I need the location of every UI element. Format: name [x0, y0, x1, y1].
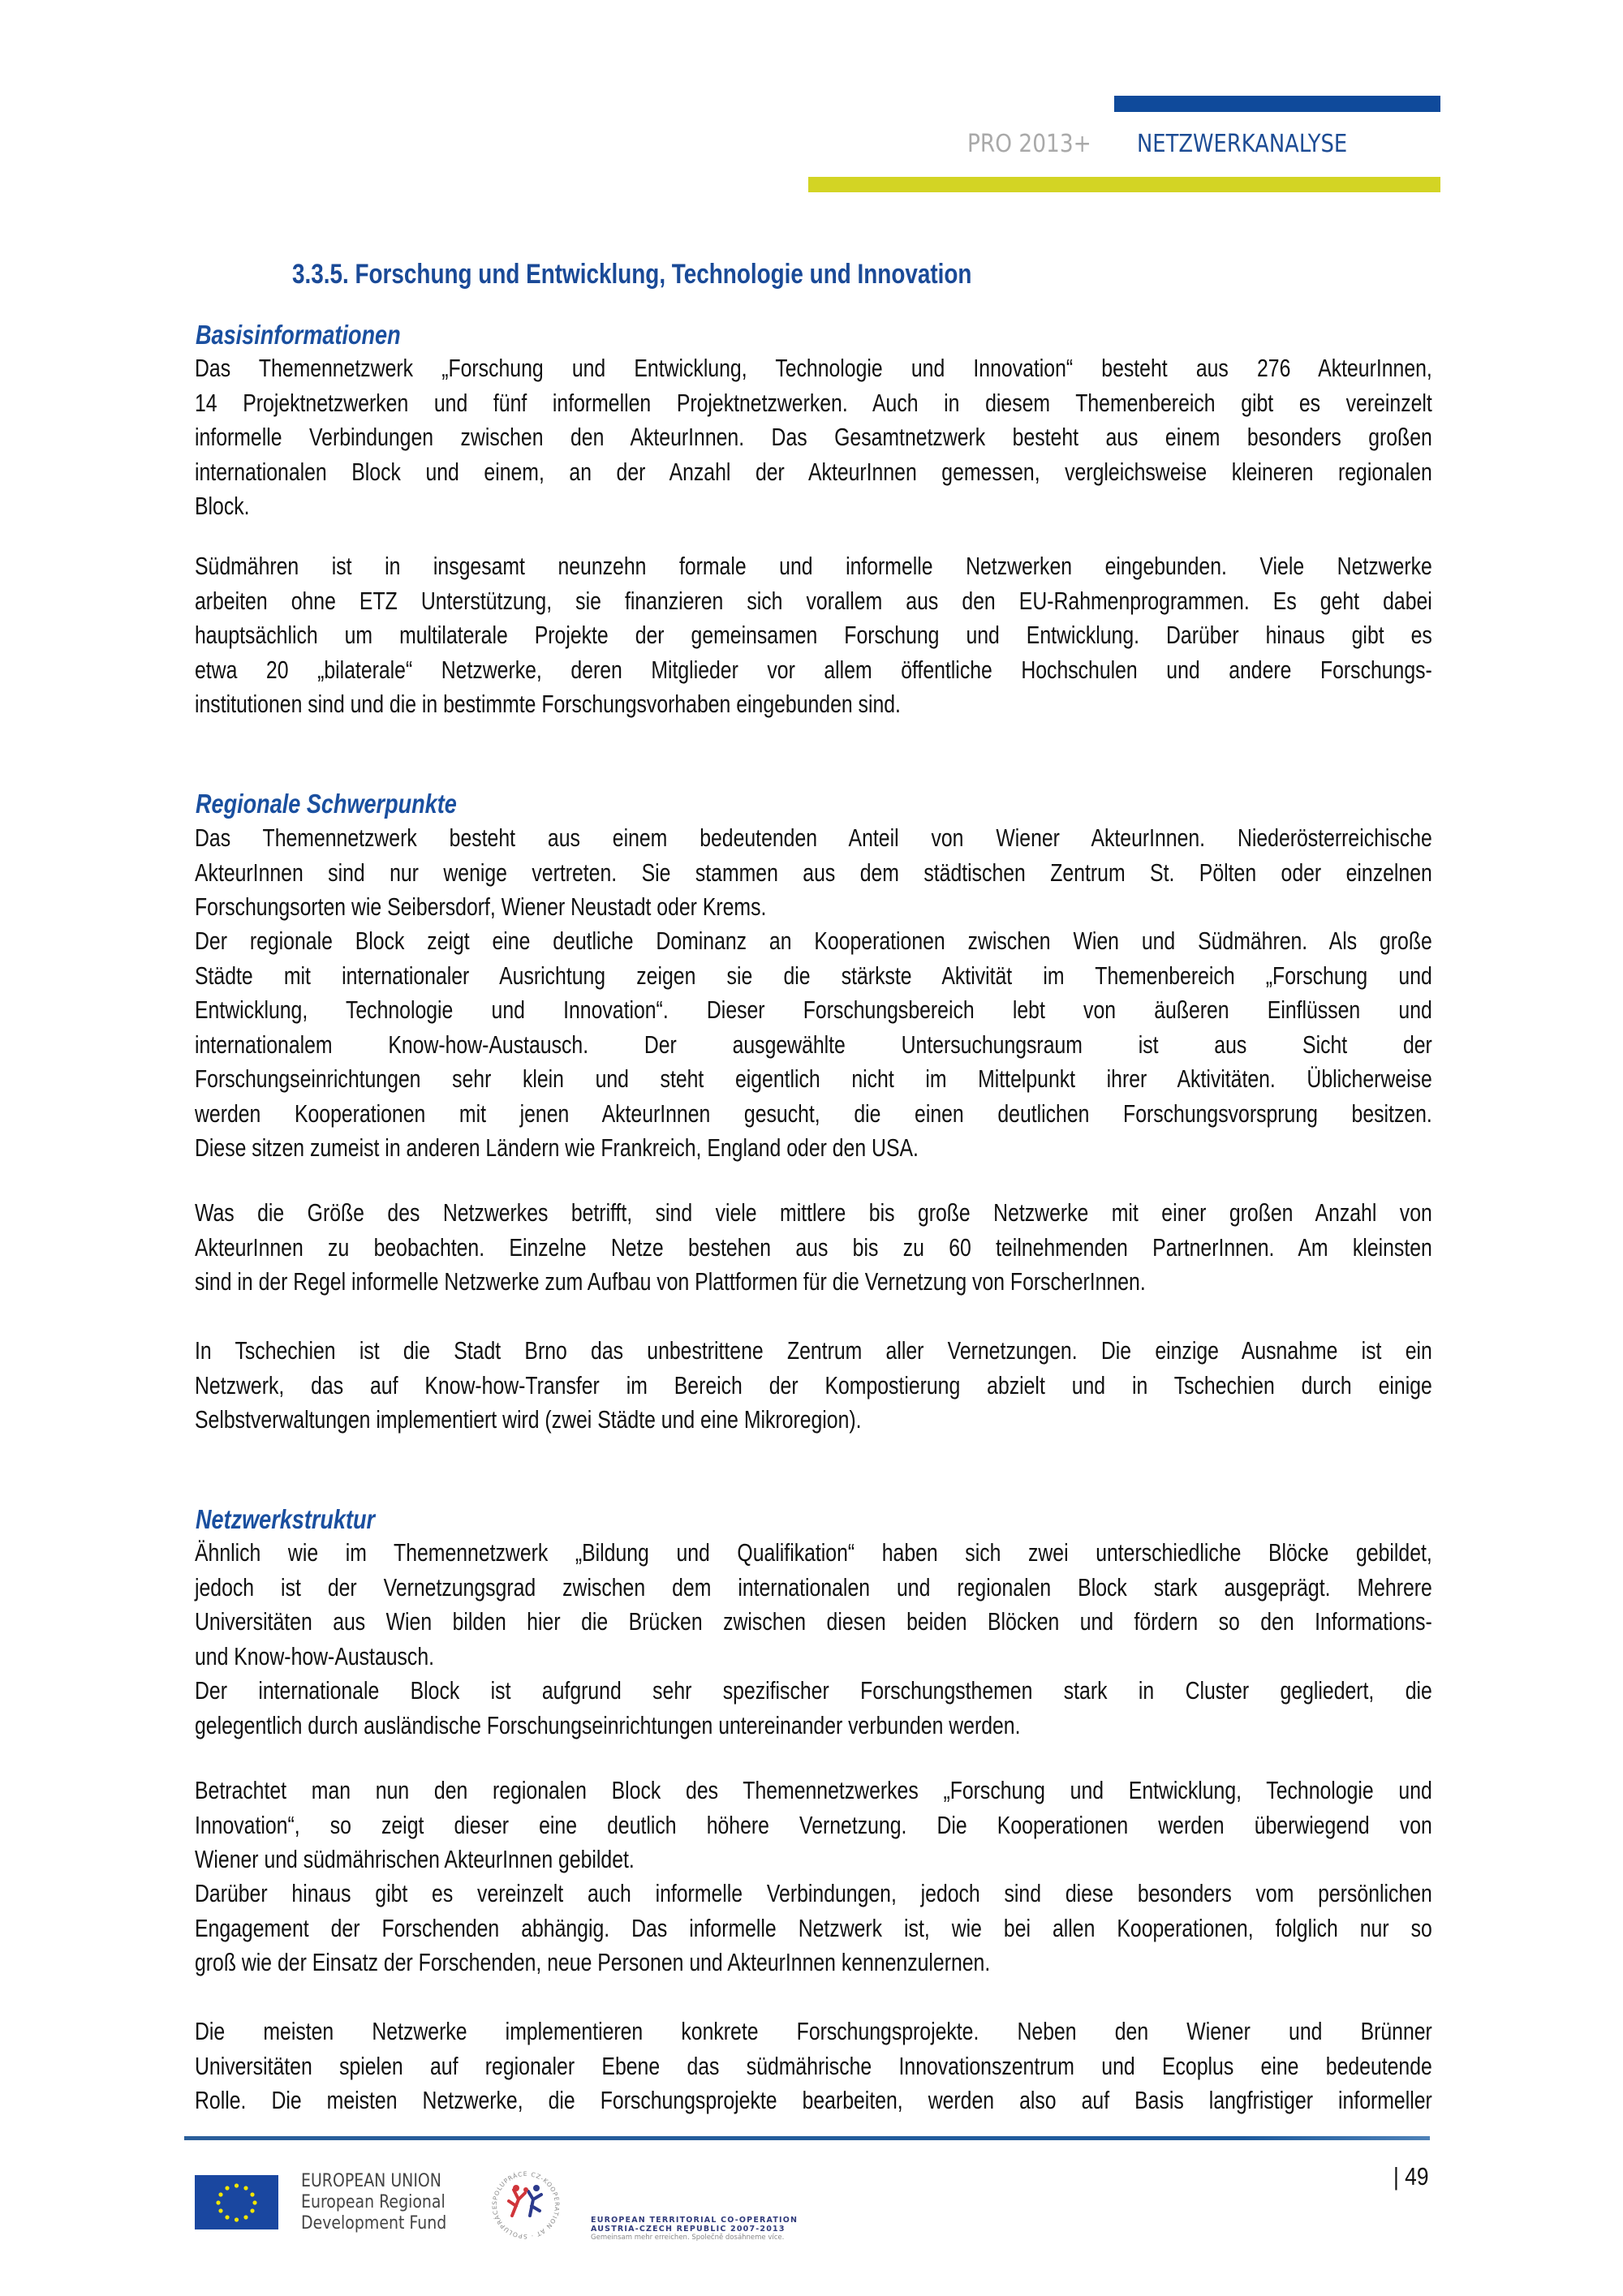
paragraph [195, 1674, 1432, 1743]
paragraph [195, 1774, 1432, 1877]
text-line: Darüber hinaus gibt es vereinzelt auch informelle Verbindungen, jedoch sind diese besonders vom persönlichen [195, 1879, 1432, 1907]
text-line: internationalem Know-how-Austausch. Der ausgewählte Untersuchungsraum ist aus Sicht der [195, 1030, 1432, 1059]
text-line: und Know-how-Austausch. [195, 1641, 435, 1670]
etc-logo-text [591, 2216, 798, 2242]
text-line: Die meisten Netzwerke implementieren konkrete Forschungsprojekte. Neben den Wiener und Brünner [195, 2017, 1432, 2045]
page-number: | 49 [1393, 2162, 1429, 2191]
text-line: 14 Projektnetzwerken und fünf informellen Projektnetzwerken. Auch in diesem Themenbereich gibt es vereinzelt [195, 388, 1432, 417]
text-line: arbeiten ohne ETZ Unterstützung, sie finanzieren sich vorallem aus den EU-Rahmenprogrammen. Es geht dabei [195, 586, 1432, 615]
text-line: sind in der Regel informelle Netzwerke zum Aufbau von Plattformen für die Vernetzung von ForscherInnen. [195, 1267, 1146, 1296]
paragraph [195, 351, 1432, 524]
text-line: Universitäten spielen auf regionaler Ebene das südmährische Innovationszentrum und Ecoplus eine bedeutende [195, 2051, 1432, 2080]
paragraph [195, 1196, 1432, 1300]
text-line: Südmähren ist in insgesamt neunzehn formale und informelle Netzwerken eingebunden. Viele Netzwerke [195, 552, 1432, 580]
eu-logo-line2: European Regional [301, 2192, 446, 2212]
text-line: Betrachtet man nun den regionalen Block des Themennetzwerkes „Forschung und Entwicklung, Technologie und [195, 1776, 1432, 1804]
text-line: Entwicklung, Technologie und Innovation“. Dieser Forschungsbereich lebt von äußeren Einflüssen und [195, 995, 1432, 1024]
text-line: AkteurInnen sind nur wenige vertreten. Sie stammen aus dem städtischen Zentrum St. Pölten oder einzelnen [195, 858, 1432, 887]
text-line: Wiener und südmährischen AkteurInnen gebildet. [195, 1845, 635, 1873]
footer-divider [184, 2136, 1430, 2140]
text-line: Das Themennetzwerk besteht aus einem bedeutenden Anteil von Wiener AkteurInnen. Niederösterreichische [195, 823, 1432, 852]
text-line: Der internationale Block ist aufgrund sehr spezifischer Forschungsthemen stark in Cluster gegliedert, die [195, 1676, 1432, 1705]
header-blue-bar [1114, 96, 1440, 112]
text-line: Städte mit internationaler Ausrichtung zeigen sie die stärkste Aktivität im Themenbereich „Forschung und [195, 961, 1432, 990]
text-line: Forschungsorten wie Seibersdorf, Wiener Neustadt oder Krems. [195, 892, 767, 921]
eu-logo-line3: Development Fund [301, 2213, 447, 2234]
text-line: AkteurInnen zu beobachten. Einzelne Netze bestehen aus bis zu 60 teilnehmenden PartnerInnen. Am kleinsten [195, 1232, 1432, 1262]
page-title: 3.3.5. Forschung und Entwicklung, Technologie und Innovation [292, 259, 972, 290]
header-section-label: NETZWERKANALYSE [1137, 130, 1348, 158]
text-line: gelegentlich durch ausländische Forschungseinrichtungen untereinander verbunden werden. [195, 1710, 1021, 1739]
paragraph [195, 1334, 1432, 1438]
text-line: In Tschechien ist die Stadt Brno das unbestrittene Zentrum aller Vernetzungen. Die einzige Ausnahme ist ein [195, 1336, 1432, 1365]
text-line: Universitäten aus Wien bilden hier die Brücken zwischen diesen beiden Blöcken und fördern so den Informations- [195, 1607, 1432, 1636]
text-line: Block. [195, 492, 250, 520]
text-line: Rolle. Die meisten Netzwerke, die Forschungsprojekte bearbeiten, werden also auf Basis langfristiger informeller [195, 2086, 1432, 2114]
text-line: Ähnlich wie im Themennetzwerk „Bildung und Qualifikation“ haben sich zwei unterschiedliche Blöcke gebildet, [195, 1538, 1432, 1567]
etc-logo-line1: EUROPEAN TERRITORIAL CO-OPERATION [591, 2216, 799, 2225]
text-line: Netzwerk, das auf Know-how-Transfer im Bereich der Kompostierung abzielt und in Tschechien durch einige [195, 1370, 1432, 1400]
text-line: werden Kooperationen mit jenen AkteurInnen gesucht, die einen deutlichen Forschungsvorsprung besitzen. [195, 1099, 1432, 1128]
text-line: etwa 20 „bilaterale“ Netzwerke, deren Mitglieder vor allem öffentliche Hochschulen und andere Forschungs- [195, 655, 1432, 684]
eu-logo-text [301, 2171, 446, 2234]
svg-text:SPOLUPRÁCE CZ-KOOPERATION AT ·: SPOLUPRÁCE CZ-KOOPERATION AT · SPOLUPRÁCE [490, 2169, 562, 2241]
text-line: institutionen sind und die in bestimmte Forschungsvorhaben eingebunden sind. [195, 690, 901, 718]
text-line: Diese sitzen zumeist in anderen Ländern wie Frankreich, England oder den USA. [195, 1133, 919, 1162]
text-line: internationalen Block und einem, an der Anzahl der AkteurInnen gemessen, vergleichsweise kleineren regionalen [195, 457, 1432, 486]
paragraph [195, 549, 1432, 722]
etc-logo-tagline: Gemeinsam mehr erreichen. Společně dosáhneme více. [591, 2234, 785, 2242]
text-line: Der regionale Block zeigt eine deutliche Dominanz an Kooperationen zwischen Wien und Südmähren. Als große [195, 927, 1432, 955]
paragraph [195, 924, 1432, 1166]
text-line: hauptsächlich um multilaterale Projekte der gemeinsamen Forschung und Entwicklung. Darüber hinaus gibt es [195, 621, 1432, 649]
paragraph [195, 2014, 1432, 2118]
text-line: groß wie der Einsatz der Forschenden, neue Personen und AkteurInnen kennenzulernen. [195, 1948, 991, 1976]
paragraph [195, 1536, 1432, 1674]
paragraph [195, 821, 1432, 925]
header-yellow-bar [808, 177, 1440, 192]
etc-logo-line2: AUSTRIA-CZECH REPUBLIC 2007-2013 [591, 2225, 786, 2234]
section-heading-netzwerkstruktur: Netzwerkstruktur [196, 1504, 376, 1534]
cooperation-circle-logo-icon [489, 2169, 562, 2242]
text-line: Engagement der Forschenden abhängig. Das informelle Netzwerk ist, wie bei allen Kooperationen, folglich nur so [195, 1913, 1432, 1942]
eu-flag-icon [195, 2175, 278, 2229]
text-line: Forschungseinrichtungen sehr klein und steht eigentlich nicht im Mittelpunkt ihrer Aktivitäten. Üblicherweise [195, 1064, 1432, 1093]
paragraph [195, 1877, 1432, 1980]
text-line: Was die Größe des Netzwerkes betrifft, sind viele mittlere bis große Netzwerke mit einer großen Anzahl von [195, 1198, 1432, 1227]
text-line: informelle Verbindungen zwischen den AkteurInnen. Das Gesamtnetzwerk besteht aus einem besonders großen [195, 423, 1432, 451]
text-line: Das Themennetzwerk „Forschung und Entwicklung, Technologie und Innovation“ besteht aus 276 AkteurInnen, [195, 354, 1432, 382]
text-line: Selbstverwaltungen implementiert wird (zwei Städte und eine Mikroregion). [195, 1405, 862, 1434]
text-line: Innovation“, so zeigt dieser eine deutlich höhere Vernetzung. Die Kooperationen werden überwiegend von [195, 1810, 1432, 1839]
section-heading-basisinformationen: Basisinformationen [196, 320, 401, 350]
eu-logo-line1: EUROPEAN UNION [301, 2171, 441, 2191]
text-line: jedoch ist der Vernetzungsgrad zwischen dem internationalen und regionalen Block stark ausgeprägt. Mehrere [195, 1572, 1432, 1602]
header-project-label: PRO 2013+ [967, 130, 1091, 158]
section-heading-regionale-schwerpunkte: Regionale Schwerpunkte [196, 789, 457, 819]
